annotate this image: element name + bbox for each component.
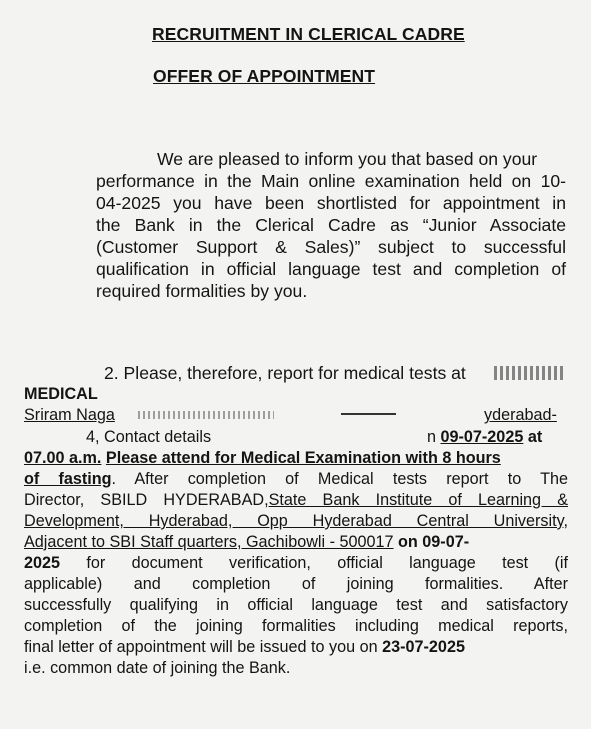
director-line <box>24 490 568 511</box>
para1-line: the Bank in the Clerical Cadre as “Junior Associate <box>96 215 566 235</box>
director-text: Director, SBILD HYDERABAD, <box>24 491 269 509</box>
scribble-mark <box>494 366 566 380</box>
at-word: at <box>523 428 543 446</box>
after-completion-text: . After completion of Medical tests report to The <box>111 470 568 488</box>
address-development: Development, Hyderabad, Opp Hyderabad Central University, <box>24 512 568 530</box>
contact-line: 4, Contact details <box>86 428 212 446</box>
para1-line: We are pleased to inform you that based on your <box>157 149 538 169</box>
para1-line: 04-2025 you have been shortlisted for appointment in <box>96 193 566 213</box>
address-end: yderabad- <box>484 406 557 424</box>
date-prefix: n <box>427 428 441 446</box>
institute-name: State Bank Institute of Learning & <box>268 491 568 509</box>
fasting-text: of fasting <box>24 470 112 488</box>
date-line-1 <box>427 427 542 448</box>
report-time: 07.00 a.m. <box>24 449 102 467</box>
redaction-line <box>341 413 396 415</box>
instructions-line-2 <box>24 469 568 490</box>
redaction-mark <box>138 411 274 419</box>
para1-line: qualification in official language test and completion of <box>96 259 566 279</box>
para1-line: required formalities by you. <box>96 281 308 301</box>
document-title: RECRUITMENT IN CLERICAL CADRE <box>152 24 465 44</box>
final-letter-line <box>24 637 465 658</box>
medical-date: 09-07-2025 <box>440 428 524 446</box>
instructions-line-1 <box>24 448 501 469</box>
year-text: 2025 <box>24 554 61 572</box>
address-adjacent-line <box>24 532 469 553</box>
joining-note: i.e. common date of joining the Bank. <box>24 659 291 677</box>
address-start: Sriram Naga <box>24 406 115 424</box>
medical-label: MEDICAL <box>24 385 98 403</box>
completion-line: completion of the joining formalities including medical reports, <box>24 617 568 635</box>
qualifying-line: successfully qualifying in official language test and satisfactory <box>24 596 568 614</box>
final-letter-text: final letter of appointment will be issued to you on <box>24 638 383 656</box>
para1-line: (Customer Support & Sales)” subject to successful <box>96 237 566 257</box>
document-subtitle: OFFER OF APPOINTMENT <box>153 66 376 86</box>
para2-intro: 2. Please, therefore, report for medical tests at <box>104 363 466 383</box>
applicable-line: applicable) and completion of joining formalities. After <box>24 575 568 593</box>
reporting-date: on 09-07- <box>393 533 470 551</box>
document-verification-text: for document verification, official language test (if <box>60 554 568 572</box>
verification-line <box>24 553 568 574</box>
address-adjacent: Adjacent to SBI Staff quarters, Gachibowli - 500017 <box>24 533 394 551</box>
medical-instruction: Please attend for Medical Examination with 8 hours <box>105 449 501 467</box>
para1-line: performance in the Main online examination held on 10- <box>96 171 566 191</box>
joining-date: 23-07-2025 <box>382 638 465 656</box>
